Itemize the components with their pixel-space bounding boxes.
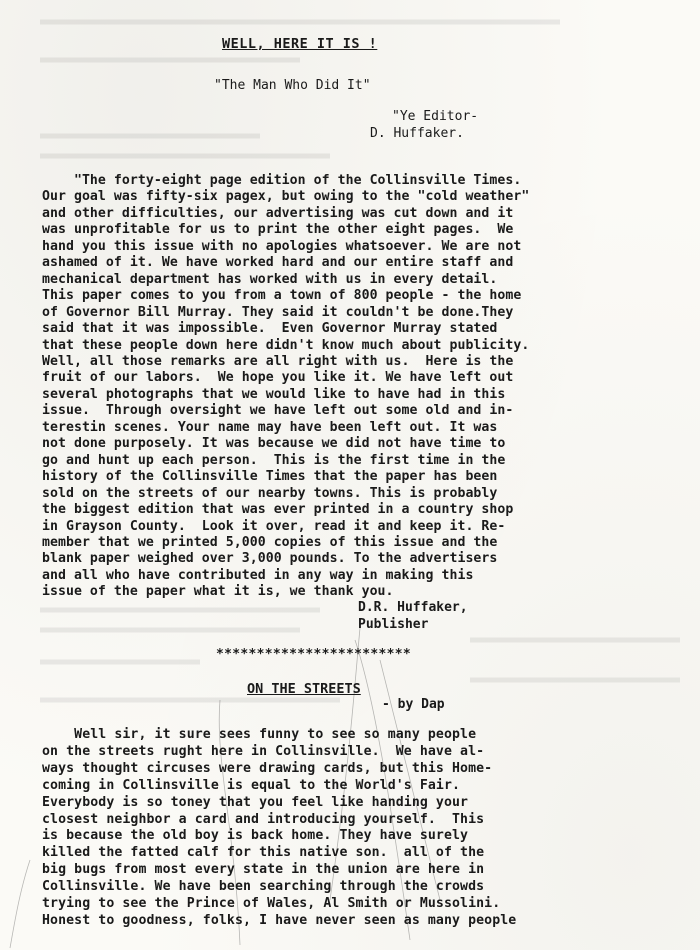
column-body-line: trying to see the Prince of Wales, Al Smith or Mussolini. [42,896,501,912]
article-title: WELL, HERE IT IS ! [222,36,378,52]
article-body-line: blank paper weighed over 3,000 pounds. To the advertisers [42,551,498,567]
article-body-line: member that we printed 5,000 copies of this issue and the [42,534,498,550]
column-body-line: on the streets rught here in Collinsville. We have al- [42,743,485,759]
column-body-line: Well sir, it sure sees funny to see so many people [42,727,477,742]
column-body-line: coming in Collinsville is equal to the World's Fair. [42,777,461,793]
article-body-line: mechanical department has worked with us in every detail. [42,271,498,287]
article-body-line: "The forty-eight page edition of the Collinsville Times. [42,173,522,188]
byline-name: D. Huffaker. [370,126,464,141]
article-body-line: the biggest edition that was ever printed in a country shop [42,502,514,518]
article-body-line: was unprofitable for us to print the other eight pages. We [42,222,514,238]
column-body-line: ways thought circuses were drawing cards, but this Home- [42,760,493,776]
article-body-line: sold on the streets of our nearby towns. This is probably [42,485,498,501]
article-body-line: ashamed of it. We have worked hard and our entire staff and [42,255,514,271]
article-body [42,173,652,601]
article-body-line: several photographs that we would like to have had in this [42,386,506,402]
article-body-line: in Grayson County. Look it over, read it and keep it. Re- [42,518,506,534]
column-byline: - by Dap [382,697,445,712]
article-body-line: Well, all those remarks are all right with us. Here is the [42,353,514,369]
article-subtitle: "The Man Who Did It" [214,78,371,93]
section-separator: ************************ [216,647,412,662]
article-body-line: not done purposely. It was because we did not have time to [42,436,506,452]
article-body-line: history of the Collinsville Times that the paper has been [42,469,498,485]
article-body-line: and all who have contributed in any way in making this [42,567,474,583]
article-body-line: hand you this issue with no apologies whatsoever. We are not [42,238,522,254]
article-body-line: Our goal was fifty-six pagex, but owing to the "cold weather" [42,189,530,205]
article-body-line: of Governor Bill Murray. They said it couldn't be done.They [42,304,514,320]
signature-title: Publisher [358,617,429,632]
article-body-line: issue. Through oversight we have left out some old and in- [42,403,514,419]
column-body-line: Everybody is so toney that you feel like handing your [42,794,469,810]
byline-editor: "Ye Editor- [392,109,479,124]
column-body-line: is because the old boy is back home. They have surely [42,828,469,844]
article-body-line: issue of the paper what it is, we thank you. [42,584,394,600]
column-body-line: big bugs from most every state in the union are here in [42,862,485,878]
article-body-line: that these people down here didn't know much about publicity. [42,337,530,353]
column-heading: ON THE STREETS [247,681,361,697]
article-body-line: terestin scenes. Your name may have been left out. It was [42,419,498,435]
article-body-line: go and hunt up each person. This is the first time in the [42,452,506,468]
column-body-line: Honest to goodness, folks, I have never seen as many people [42,912,517,928]
column-body [42,727,662,930]
column-body-line: Collinsville. We have been searching through the crowds [42,879,485,895]
column-body-line: killed the fatted calf for this native son. all of the [42,845,485,861]
article-body-line: and other difficulties, our advertising was cut down and it [42,205,514,221]
column-body-line: closest neighbor a card and introducing yourself. This [42,811,485,827]
article-body-line: said that it was impossible. Even Governor Murray stated [42,321,498,337]
signature-name: D.R. Huffaker, [358,600,468,615]
article-body-line: fruit of our labors. We hope you like it. We have left out [42,370,514,386]
article-body-line: This paper comes to you from a town of 800 people - the home [42,288,522,304]
